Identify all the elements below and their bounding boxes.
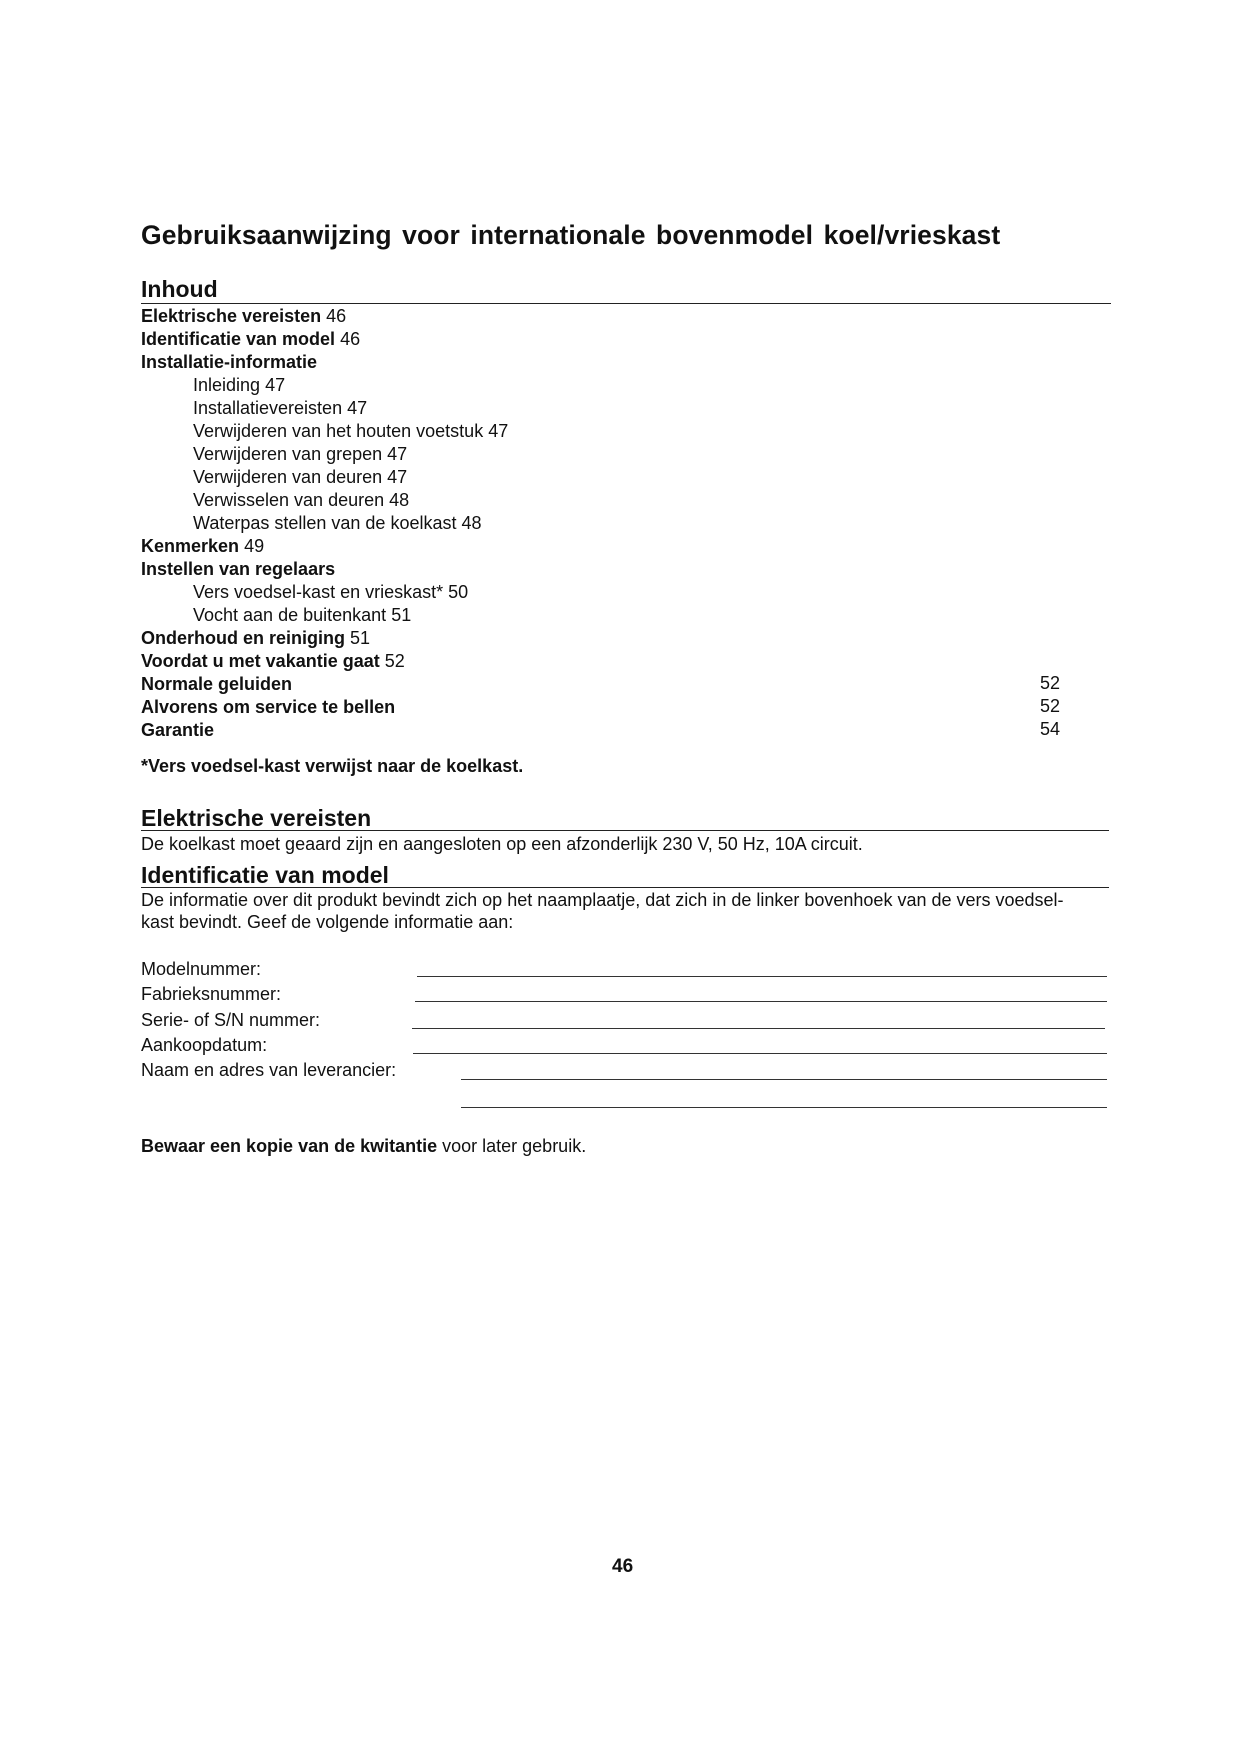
- toc-subitem: Waterpas stellen van de koelkast 48: [193, 513, 482, 533]
- toc-item: Alvorens om service te bellen: [141, 697, 396, 717]
- supplier-line-2[interactable]: [461, 1107, 1107, 1108]
- toc-subitem: Verwijderen van deuren 47: [193, 467, 408, 487]
- toc-subitem: Vocht aan de buitenkant 51: [193, 605, 412, 625]
- toc-heading: Inhoud: [141, 276, 218, 302]
- toc-item: Garantie: [141, 720, 215, 740]
- toc-footnote: *Vers voedsel-kast verwijst naar de koelkast.: [141, 756, 524, 776]
- page-title: Gebruiksaanwijzing voor internationale bovenmodel koel/vrieskast: [141, 220, 1001, 250]
- receipt-note: Bewaar een kopie van de kwitantie voor later gebruik.: [141, 1136, 587, 1156]
- toc-subitem: Verwisselen van deuren 48: [193, 490, 410, 510]
- electrical-heading: Elektrische vereisten: [141, 805, 372, 831]
- toc-subitem: Verwijderen van het houten voetstuk 47: [193, 421, 509, 441]
- toc-item: Identificatie van model 46: [141, 329, 361, 349]
- toc-subitem: Installatievereisten 47: [193, 398, 368, 418]
- identification-heading: Identificatie van model: [141, 862, 389, 888]
- identification-text-line1: De informatie over dit produkt bevindt zich op het naamplaatje, dat zich in de linker bovenhoek van de vers voedsel-: [141, 890, 1064, 910]
- serial-number-line[interactable]: [412, 1028, 1105, 1029]
- toc-item: Instellen van regelaars: [141, 559, 336, 579]
- page-number: 46: [612, 1556, 634, 1577]
- supplier-label: Naam en adres van leverancier:: [141, 1060, 397, 1080]
- purchase-date-line[interactable]: [413, 1053, 1107, 1054]
- model-number-line[interactable]: [417, 976, 1107, 977]
- supplier-line-1[interactable]: [461, 1079, 1107, 1080]
- factory-number-label: Fabrieksnummer:: [141, 984, 282, 1004]
- toc-page-number: 54: [1040, 719, 1061, 739]
- identification-heading-rule: [141, 887, 1109, 888]
- toc-item: Kenmerken 49: [141, 536, 265, 556]
- toc-item: Voordat u met vakantie gaat 52: [141, 651, 405, 671]
- toc-subitem: Vers voedsel-kast en vrieskast* 50: [193, 582, 469, 602]
- model-number-label: Modelnummer:: [141, 959, 262, 979]
- toc-item: Onderhoud en reiniging 51: [141, 628, 371, 648]
- identification-text-line2: kast bevindt. Geef de volgende informatie aan:: [141, 912, 514, 932]
- toc-item: Normale geluiden: [141, 674, 293, 694]
- factory-number-line[interactable]: [415, 1001, 1107, 1002]
- electrical-text: De koelkast moet geaard zijn en aangesloten op een afzonderlijk 230 V, 50 Hz, 10A circuit.: [141, 834, 863, 854]
- toc-subitem: Inleiding 47: [193, 375, 286, 395]
- toc-item: Installatie-informatie: [141, 352, 318, 372]
- electrical-heading-rule: [141, 830, 1109, 831]
- toc-item: Elektrische vereisten 46: [141, 306, 347, 326]
- serial-number-label: Serie- of S/N nummer:: [141, 1010, 321, 1030]
- toc-page-number: 52: [1040, 673, 1061, 693]
- toc-subitem: Verwijderen van grepen 47: [193, 444, 408, 464]
- purchase-date-label: Aankoopdatum:: [141, 1035, 268, 1055]
- toc-page-number: 52: [1040, 696, 1061, 716]
- toc-heading-rule: [141, 303, 1111, 304]
